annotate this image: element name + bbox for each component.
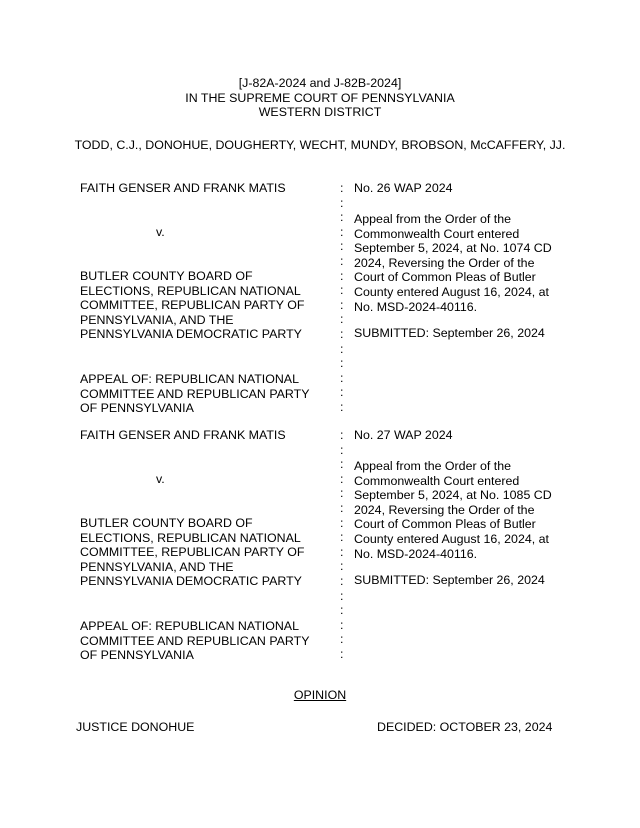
colon-divider: : : : : : : : : : : : : : : : : (340, 428, 344, 661)
respondents (80, 269, 304, 342)
appeal-of-line: COMMITTEE AND REPUBLICAN PARTY (80, 633, 310, 648)
judges-line: TODD, C.J., DONOHUE, DOUGHERTY, WECHT, MUNDY, BROBSON, McCAFFERY, JJ. (74, 138, 566, 152)
submitted-date: SUBMITTED: September 26, 2024 (354, 573, 545, 587)
appeal-from (354, 459, 552, 561)
respondent-line: PENNSYLVANIA DEMOCRATIC PARTY (80, 327, 302, 342)
respondent-line: ELECTIONS, REPUBLICAN NATIONAL (80, 283, 301, 298)
appeal-from-line: No. MSD-2024-40116. (354, 299, 478, 314)
versus: v. (156, 225, 165, 239)
colon-divider: : : : : : : : : : : : : : : : : (340, 181, 344, 414)
respondent-line: BUTLER COUNTY BOARD OF (80, 516, 253, 530)
appellees: FAITH GENSER AND FRANK MATIS (80, 428, 286, 442)
appeal-from-line: County entered August 16, 2024, at (354, 531, 549, 546)
appeal-of-line: COMMITTEE AND REPUBLICAN PARTY (80, 386, 310, 401)
respondent-line: ELECTIONS, REPUBLICAN NATIONAL (80, 530, 301, 545)
appeal-from-line: No. MSD-2024-40116. (354, 546, 478, 561)
appeal-of-line: APPEAL OF: REPUBLICAN NATIONAL (80, 619, 299, 633)
opinion-author: JUSTICE DONOHUE (76, 720, 195, 734)
respondent-line: COMMITTEE, REPUBLICAN PARTY OF (80, 298, 305, 313)
parties-column (80, 181, 325, 416)
respondent-line: PENNSYLVANIA, AND THE (80, 312, 234, 327)
respondent-line: BUTLER COUNTY BOARD OF (80, 269, 253, 283)
appeal-from-line: 2024, Reversing the Order of the (354, 502, 535, 517)
appellees: FAITH GENSER AND FRANK MATIS (80, 181, 286, 195)
respondent-line: PENNSYLVANIA, AND THE (80, 559, 234, 574)
appeal-of-line: OF PENNSYLVANIA (80, 648, 194, 663)
submitted-date: SUBMITTED: September 26, 2024 (354, 326, 545, 340)
appeal-from-line: Commonwealth Court entered (354, 473, 520, 488)
caption-header (0, 76, 640, 120)
respondent-line: PENNSYLVANIA DEMOCRATIC PARTY (80, 574, 302, 589)
appeal-of (80, 372, 310, 416)
appeal-from-line: September 5, 2024, at No. 1085 CD (354, 488, 552, 503)
respondent-line: COMMITTEE, REPUBLICAN PARTY OF (80, 545, 305, 560)
opinion-title: OPINION (293, 688, 347, 702)
appeal-of-line: APPEAL OF: REPUBLICAN NATIONAL (80, 372, 299, 386)
appeal-from-line: Commonwealth Court entered (354, 226, 520, 241)
docket-reference: [J-82A-2024 and J-82B-2024] (238, 76, 402, 90)
docket-number: No. 27 WAP 2024 (354, 428, 453, 442)
docket-number: No. 26 WAP 2024 (354, 181, 453, 195)
appeal-from-line: 2024, Reversing the Order of the (354, 255, 535, 270)
appeal-from-line: Appeal from the Order of the (354, 459, 512, 473)
parties-column (80, 428, 325, 663)
court-name: IN THE SUPREME COURT OF PENNSYLVANIA (185, 90, 455, 105)
appeal-from-line: Appeal from the Order of the (354, 212, 512, 226)
respondents (80, 516, 304, 589)
appeal-of-line: OF PENNSYLVANIA (80, 401, 194, 416)
appeal-from-line: September 5, 2024, at No. 1074 CD (354, 241, 552, 256)
appeal-from-line: Court of Common Pleas of Butler (354, 270, 536, 285)
appeal-from-line: County entered August 16, 2024, at (354, 284, 549, 299)
appeal-from (354, 212, 552, 314)
versus: v. (156, 472, 165, 486)
appeal-of (80, 619, 310, 663)
decided-date: DECIDED: OCTOBER 23, 2024 (377, 720, 553, 734)
district-name: WESTERN DISTRICT (258, 105, 382, 119)
appeal-from-line: Court of Common Pleas of Butler (354, 517, 536, 532)
